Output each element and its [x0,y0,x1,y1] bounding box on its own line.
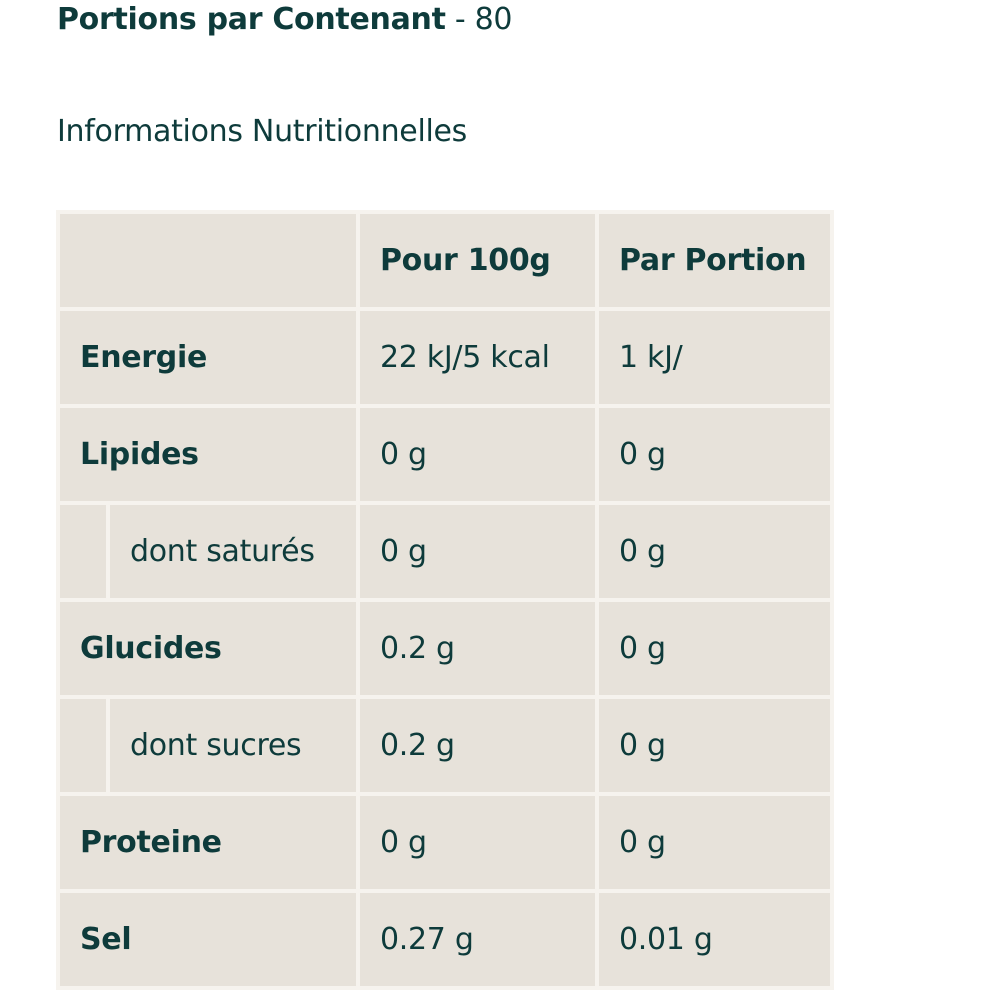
nutrient-name: Sel [80,922,132,957]
per-portion-value: 0 g [619,534,666,569]
header-per-100g-label: Pour 100g [380,243,551,278]
per-100g-value: 0 g [380,437,427,472]
nutrient-name-cell [60,602,356,695]
per-portion-value: 0.01 g [619,922,713,957]
per-100g-value: 0.2 g [380,631,455,666]
per-100g-value: 0.27 g [380,922,474,957]
per-100g-cell [360,602,595,695]
per-portion-value: 0 g [619,437,666,472]
nutrient-sub-name-cell [60,699,356,792]
nutrition-table-container [56,210,834,1000]
per-100g-cell [360,505,595,598]
sub-indent-spacer [60,699,110,792]
nutrient-name: Proteine [80,825,222,860]
per-portion-value: 0 g [619,631,666,666]
nutrient-name-cell [60,796,356,889]
per-100g-cell [360,796,595,889]
table-row-sub [60,699,830,792]
per-portion-value: 0 g [619,825,666,860]
per-portion-cell [599,893,830,986]
header-per-portion-label: Par Portion [619,243,807,278]
nutrient-name: Glucides [80,631,222,666]
nutrient-name: Lipides [80,437,199,472]
per-100g-value: 0 g [380,825,427,860]
sub-indent-spacer [60,505,110,598]
per-100g-value: 0.2 g [380,728,455,763]
per-portion-cell [599,602,830,695]
per-100g-cell [360,408,595,501]
per-100g-cell [360,311,595,404]
per-portion-value: 0 g [619,728,666,763]
nutrient-name: Energie [80,340,207,375]
servings-value: 80 [474,2,513,37]
table-header-row [60,214,830,307]
table-row [60,796,830,889]
per-portion-cell [599,408,830,501]
per-100g-cell [360,699,595,792]
table-row [60,311,830,404]
header-per-portion [599,214,830,307]
per-100g-value: 0 g [380,534,427,569]
table-row-sub [60,505,830,598]
header-empty-cell [60,214,356,307]
header-per-100g [360,214,595,307]
nutrient-sub-name: dont saturés [130,534,315,569]
nutrition-table [56,210,834,990]
nutrient-sub-name: dont sucres [130,728,302,763]
nutrient-name-cell [60,408,356,501]
nutrient-name-cell [60,311,356,404]
per-100g-value: 22 kJ/5 kcal [380,340,550,375]
per-portion-cell [599,311,830,404]
per-portion-value: 1 kJ/ [619,340,683,375]
per-portion-cell [599,796,830,889]
servings-label: Portions par Contenant [57,2,446,37]
nutrient-name-cell [60,893,356,986]
nutrition-section-title: Informations Nutritionnelles [57,114,468,149]
nutrient-sub-name-cell [60,505,356,598]
per-portion-cell [599,699,830,792]
table-row [60,408,830,501]
per-portion-cell [599,505,830,598]
table-row [60,893,830,986]
table-row [60,602,830,695]
servings-separator: - [445,2,475,37]
servings-per-container [57,0,512,40]
per-100g-cell [360,893,595,986]
